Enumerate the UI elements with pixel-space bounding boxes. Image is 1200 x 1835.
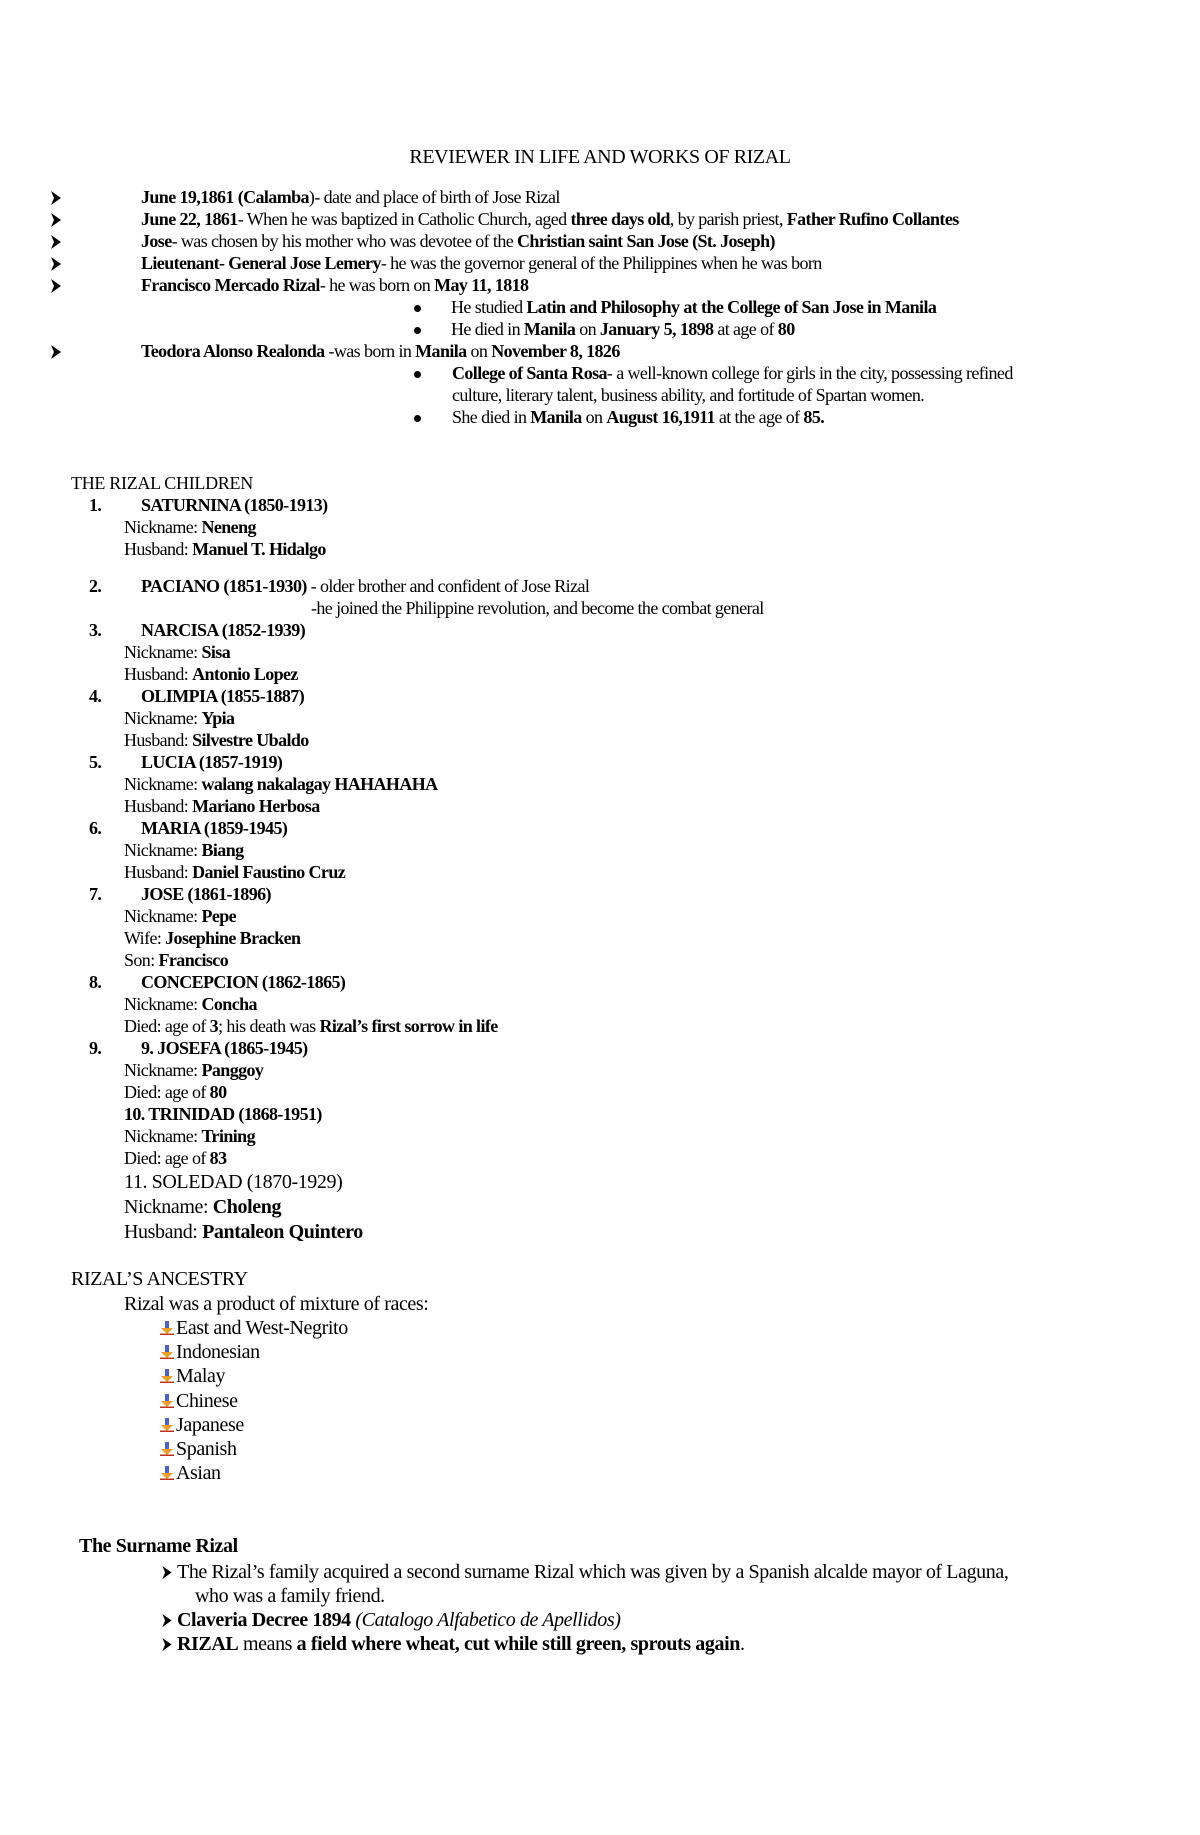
child-detail: -he joined the Philippine revolution, and become the combat general [311,598,764,618]
child-name: CONCEPCION (1862-1865) [141,972,346,992]
fact-governor: Lieutenant- General Jose Lemery- he was the governor general of the Philippines when he was born [141,253,822,273]
page-title: REVIEWER IN LIFE AND WORKS OF RIZAL [409,146,791,168]
arrow-bullet-icon [51,279,61,293]
fact-father: Francisco Mercado Rizal- he was born on May 11, 1818 [141,275,529,295]
father-bullet: He died in Manila on January 5, 1898 at age of 80 [451,319,795,339]
down-arrow-icon [160,1345,174,1359]
fact-baptism: June 22, 1861- When he was baptized in Catholic Church, aged three days old, by parish priest, Father Rufino Collantes [141,209,959,229]
down-arrow-icon [160,1369,174,1383]
down-arrow-icon [160,1418,174,1432]
arrow-bullet-icon [51,213,61,227]
surname-heading: The Surname Rizal [79,1535,238,1557]
child-number: 1. [89,495,102,515]
child-detail: Husband: Daniel Faustino Cruz [124,862,346,882]
child-detail: Nickname: Concha [124,994,257,1014]
down-arrow-icon [160,1442,174,1456]
ancestry-item: Indonesian [160,1340,260,1364]
child-name: PACIANO (1851-1930) - older brother and confident of Jose Rizal [141,576,590,596]
surname-point: Claveria Decree 1894 (Catalogo Alfabetico de Apellidos) [162,1608,620,1632]
child-number: 4. [89,686,102,706]
arrow-bullet-icon [162,1638,172,1651]
mother-bullet: College of Santa Rosa- a well-known college for girls in the city, possessing refined [452,363,1013,383]
surname-point-continued: who was a family friend. [195,1585,385,1607]
child-number: 3. [89,620,102,640]
child-detail: Nickname: Choleng [124,1196,282,1218]
child-detail: Husband: Mariano Herbosa [124,796,320,816]
fact-birth: June 19,1861 (Calamba)- date and place of birth of Jose Rizal [141,187,560,207]
child-number: 2. [89,576,102,596]
child-detail: Husband: Silvestre Ubaldo [124,730,309,750]
ancestry-item: Chinese [160,1389,238,1413]
child-detail: Nickname: Panggoy [124,1060,264,1080]
child-detail: Husband: Antonio Lopez [124,664,298,684]
child-detail: Died: age of 83 [124,1148,227,1168]
child-number: 7. [89,884,102,904]
arrow-bullet-icon [51,235,61,249]
child-name: LUCIA (1857-1919) [141,752,283,772]
ancestry-item: Japanese [160,1413,244,1437]
ancestry-item: Malay [160,1364,225,1388]
child-detail: Nickname: Sisa [124,642,231,662]
arrow-bullet-icon [51,345,61,359]
child-name: 9. JOSEFA (1865-1945) [141,1038,308,1058]
arrow-bullet-icon [162,1566,172,1579]
surname-point: RIZAL means a field where wheat, cut while still green, sprouts again. [162,1632,745,1656]
ancestry-item: Asian [160,1461,221,1485]
child-number: 5. [89,752,102,772]
child-number: 9. [89,1038,102,1058]
arrow-bullet-icon [162,1614,172,1627]
fact-mother: Teodora Alonso Realonda -was born in Manila on November 8, 1826 [141,341,620,361]
child-name: SATURNINA (1850-1913) [141,495,328,515]
arrow-bullet-icon [51,191,61,205]
child-name: 11. SOLEDAD (1870-1929) [124,1171,343,1193]
child-name: MARIA (1859-1945) [141,818,288,838]
ancestry-intro: Rizal was a product of mixture of races: [124,1293,429,1315]
child-detail: Died: age of 80 [124,1082,227,1102]
child-detail: Nickname: Pepe [124,906,237,926]
child-name: OLIMPIA (1855-1887) [141,686,305,706]
child-detail: Nickname: Ypia [124,708,235,728]
bullet-dot-icon [414,371,421,378]
child-detail: Husband: Manuel T. Hidalgo [124,539,326,559]
fact-name: Jose- was chosen by his mother who was devotee of the Christian saint San Jose (St. Joseph) [141,231,775,251]
child-detail: Nickname: walang nakalagay HAHAHAHA [124,774,438,794]
ancestry-item: East and West-Negrito [160,1316,348,1340]
bullet-dot-icon [414,415,421,422]
bullet-dot-icon [414,327,421,334]
child-detail: Nickname: Neneng [124,517,256,537]
child-name: JOSE (1861-1896) [141,884,271,904]
mother-bullet-continued: culture, literary talent, business ability, and fortitude of Spartan women. [452,385,925,405]
child-detail: Nickname: Biang [124,840,244,860]
down-arrow-icon [160,1321,174,1335]
down-arrow-icon [160,1466,174,1480]
child-detail: Son: Francisco [124,950,229,970]
child-detail: Wife: Josephine Bracken [124,928,301,948]
down-arrow-icon [160,1394,174,1408]
child-name: NARCISA (1852-1939) [141,620,306,640]
child-detail: Husband: Pantaleon Quintero [124,1221,363,1243]
child-detail: Died: age of 3; his death was Rizal’s first sorrow in life [124,1016,498,1036]
child-detail: Nickname: Trining [124,1126,255,1146]
bullet-dot-icon [414,305,421,312]
ancestry-heading: RIZAL’S ANCESTRY [71,1268,248,1290]
child-name: 10. TRINIDAD (1868-1951) [124,1104,322,1124]
mother-bullet: She died in Manila on August 16,1911 at the age of 85. [452,407,825,427]
ancestry-item: Spanish [160,1437,237,1461]
surname-point: The Rizal’s family acquired a second surname Rizal which was given by a Spanish alcalde mayor of Laguna, [162,1560,1008,1584]
child-number: 6. [89,818,102,838]
children-heading: THE RIZAL CHILDREN [71,473,253,493]
father-bullet: He studied Latin and Philosophy at the College of San Jose in Manila [451,297,937,317]
child-number: 8. [89,972,102,992]
arrow-bullet-icon [51,257,61,271]
